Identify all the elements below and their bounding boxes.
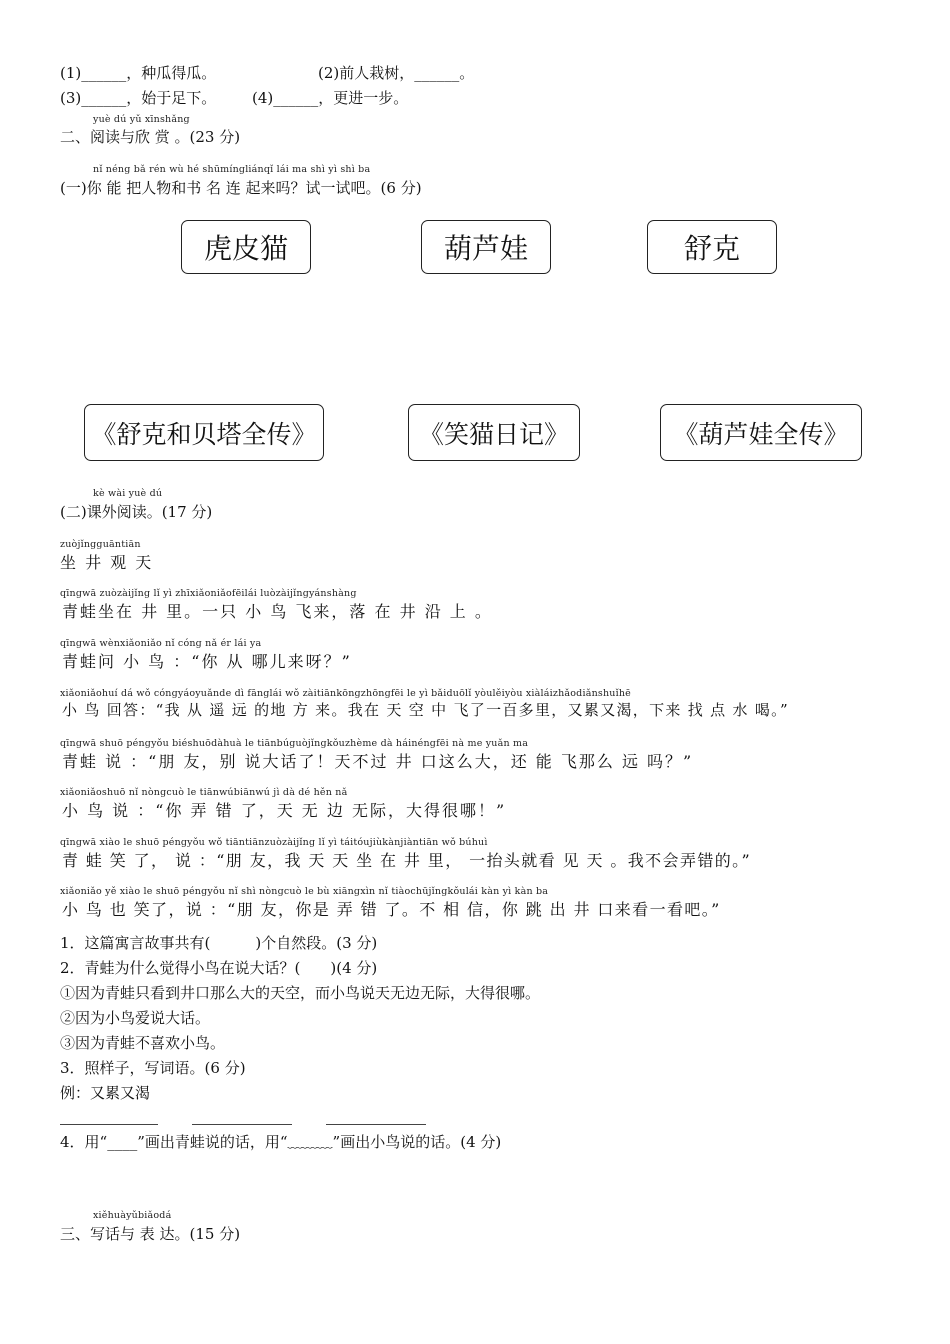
story-title-pinyin: zuòjǐngguāntiān bbox=[60, 539, 141, 550]
blank-item-4: (4)______，更进一步。 bbox=[252, 89, 409, 107]
character-label: 舒克 bbox=[683, 232, 740, 265]
paragraph-pinyin: qīngwā shuō péngyǒu biéshuōdàhuà le tiānbúguòjǐngkǒuzhème dà háinéngfēi nà me yuǎn ma bbox=[60, 738, 529, 749]
answer-blank-1[interactable] bbox=[60, 1124, 158, 1125]
section3-title: 三、写话与 表 达。(15 分) bbox=[60, 1225, 241, 1243]
book-box-shuke-beta[interactable] bbox=[84, 404, 324, 461]
book-box-laughing-cat[interactable] bbox=[408, 404, 580, 461]
story-title: 坐 井 观 天 bbox=[60, 553, 154, 572]
character-label: 虎皮猫 bbox=[203, 232, 288, 265]
section3-pinyin: xiěhuàyǔbiǎodá bbox=[93, 1210, 172, 1221]
book-label: 《葫芦娃全传》 bbox=[673, 419, 849, 449]
story-paragraph: 青蛙坐在 井 里。一只 小 鸟 飞来，落 在 井 沿 上 。 bbox=[62, 602, 493, 621]
blank-item-2: (2)前人栽树，______。 bbox=[318, 64, 475, 82]
part1-pinyin: nǐ néng bǎ rén wù hé shūmíngliánqǐ lái ma shì yì shì ba bbox=[93, 164, 371, 175]
story-paragraph: 小 鸟 说 ：“你 弄 错 了，天 无 边 无际，大得很哪！” bbox=[62, 801, 507, 820]
character-box-tiger-cat[interactable] bbox=[181, 220, 311, 274]
part2-title: (二)课外阅读。(17 分) bbox=[60, 503, 213, 521]
paragraph-pinyin: xiǎoniǎoshuō nǐ nòngcuò le tiānwúbiānwú jì dà dé hěn nǎ bbox=[60, 787, 348, 798]
paragraph-pinyin: xiǎoniǎohuí dá wǒ cóngyáoyuǎnde dì fānglái wǒ zàitiānkōngzhōngfēi le yì bǎiduōlǐ yòulěiyòu xiàláizhǎodiǎnshuǐhē bbox=[60, 688, 631, 699]
story-paragraph: 小 鸟 也 笑了，说 ：“朋 友，你是 弄 错 了。不 相 信，你 跳 出 井 口来看一看吧。” bbox=[62, 900, 721, 919]
question-2: 2．青蛙为什么觉得小鸟在说大话？( )(4 分) bbox=[60, 959, 378, 977]
blank-item-1: (1)______，种瓜得瓜。 bbox=[60, 64, 217, 82]
paragraph-pinyin: qīngwā wènxiǎoniǎo nǐ cóng nǎ ér lái ya bbox=[60, 638, 262, 649]
paragraph-pinyin: qīngwā xiào le shuō péngyǒu wǒ tiāntiānzuòzàijǐng lǐ yì táitóujiùkànjiàntiān wǒ búhuì bbox=[60, 837, 488, 848]
story-paragraph: 青蛙问 小 鸟 ：“你 从 哪儿来呀？” bbox=[62, 652, 352, 671]
story-paragraph: 青蛙 说 ：“朋 友，别 说大话了！天不过 井 口这么大，还 能 飞那么 远 吗？” bbox=[62, 752, 694, 771]
option-2: ②因为小鸟爱说大话。 bbox=[60, 1009, 211, 1027]
part1-title: (一)你 能 把人物和书 名 连 起来吗？试一试吧。(6 分) bbox=[60, 179, 422, 197]
option-1: ①因为青蛙只看到井口那么大的天空，而小鸟说天无边无际，大得很哪。 bbox=[60, 984, 541, 1002]
question-3: 3．照样子，写词语。(6 分) bbox=[60, 1059, 246, 1077]
paragraph-pinyin: xiǎoniǎo yě xiào le shuō péngyǒu nǐ shì nòngcuò le bù xiāngxìn nǐ tiàochūjǐngkǒulái kàn yì kàn ba bbox=[60, 886, 549, 897]
book-box-calabash[interactable] bbox=[660, 404, 862, 461]
part2-pinyin: kè wài yuè dú bbox=[93, 488, 163, 499]
answer-blank-3[interactable] bbox=[326, 1124, 426, 1125]
character-label: 葫芦娃 bbox=[443, 232, 528, 265]
story-paragraph: 青 蛙 笑 了， 说 ：“朋 友，我 天 天 坐 在 井 里， 一抬头就看 见 天 。我不会弄错的。” bbox=[62, 851, 752, 870]
character-box-shuke[interactable] bbox=[647, 220, 777, 274]
story-paragraph: 小 鸟 回答：“我 从 遥 远 的地 方 来。我在 天 空 中 飞了一百多里，又累又渴，下来 找 点 水 喝。” bbox=[62, 701, 789, 719]
option-3: ③因为青蛙不喜欢小鸟。 bbox=[60, 1034, 226, 1052]
character-box-calabash-kid[interactable] bbox=[421, 220, 551, 274]
blank-item-3: (3)______，始于足下。 bbox=[60, 89, 217, 107]
book-label: 《笑猫日记》 bbox=[418, 419, 569, 449]
section2-pinyin: yuè dú yǔ xīnshǎng bbox=[93, 114, 190, 125]
section2-title: 二、阅读与欣 赏 。(23 分) bbox=[60, 128, 241, 146]
paragraph-pinyin: qīngwā zuòzàijǐng lǐ yì zhīxiǎoniǎofēilái luòzàijǐngyánshàng bbox=[60, 588, 357, 599]
question-1: 1．这篇寓言故事共有( )个自然段。(3 分) bbox=[60, 934, 378, 952]
question-4: 4．用“____”画出青蛙说的话，用“﹏﹏﹏”画出小鸟说的话。(4 分) bbox=[60, 1133, 502, 1151]
example-word: 例：又累又渴 bbox=[60, 1084, 151, 1102]
book-label: 《舒克和贝塔全传》 bbox=[91, 419, 317, 449]
answer-blank-2[interactable] bbox=[192, 1124, 292, 1125]
